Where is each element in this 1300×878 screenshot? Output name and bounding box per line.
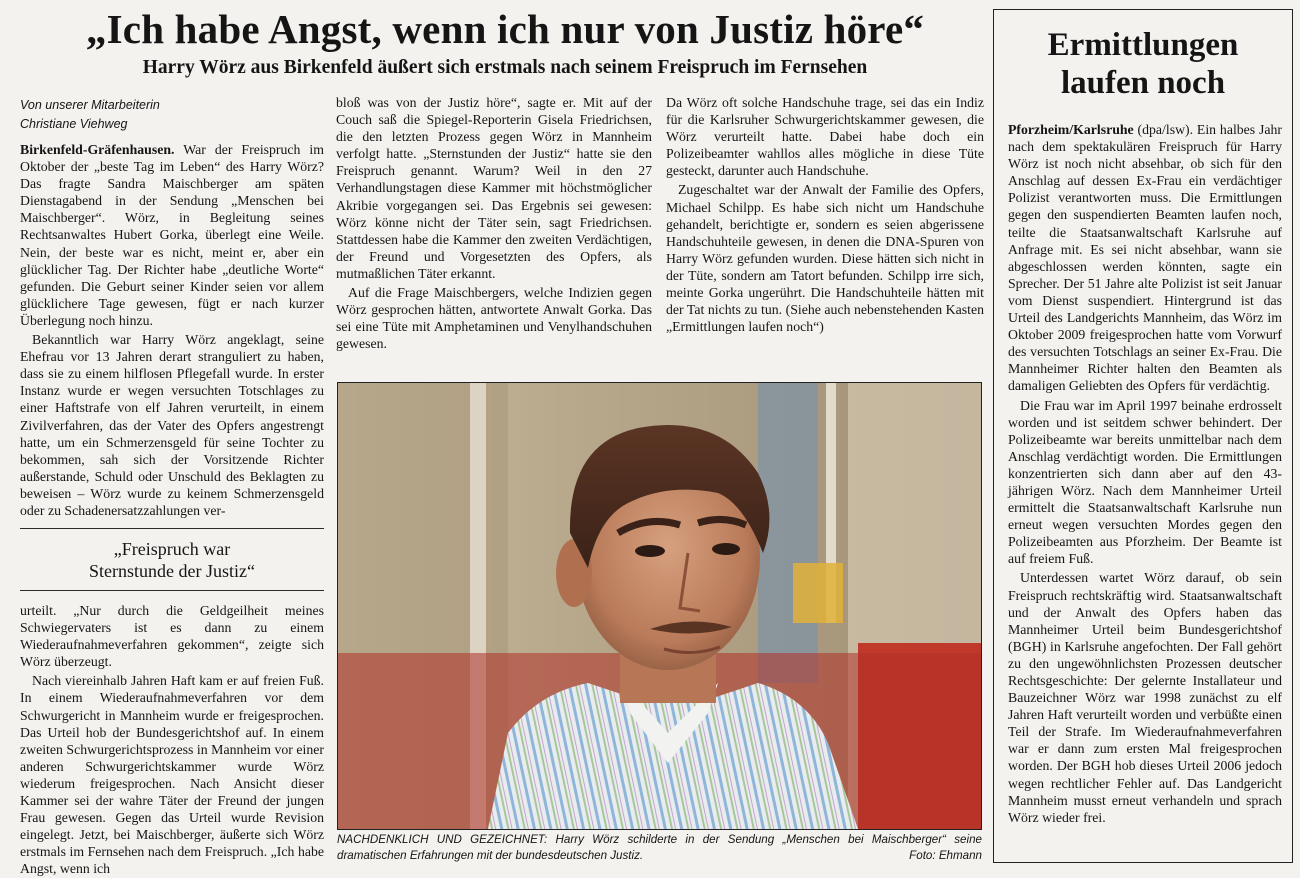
paragraph: Bekanntlich war Harry Wörz angeklagt, seine Ehefrau vor 13 Jahren derart stranguliert zu haben, dass sie zu einem hilflosen Pflegefall wurde. In erster Instanz wurde er wegen versuchten Totschlages zu einer Haftstrafe von elf Jahren verurteilt, in einem Zivilverfahren, das der Vater des Opfers angestrengt hatte, um ein Schmerzensgeld für seine Tochter zu bekommen, sah sich der Vorsitzende Richter außerstande, Schuld oder Unschuld des Beklagten zu beweisen – Wörz wurde zu keinem Schmerzensgeld oder zu Schadenersatzzahlungen ver- (20, 332, 324, 518)
sidebar-text (1008, 121, 1282, 826)
article-column-2 (336, 94, 652, 352)
pull-quote (20, 538, 324, 582)
article-column-1 (20, 141, 324, 519)
pull-quote-line-2: Sternstunde der Justiz“ (89, 561, 255, 581)
sidebar-title-line-1: Ermittlungen (1047, 27, 1239, 63)
portrait-photo-illustration (338, 383, 981, 829)
photo-credit: Foto: Ehmann (909, 849, 982, 862)
paragraph: urteilt. „Nur durch die Geldgeilheit meines Schwiegervaters ist es dann zu einem Wiederaufnahmeverfahren gekommen“, zeigte sich Wörz überzeugt. (20, 603, 324, 670)
subheadline: Harry Wörz aus Birkenfeld äußert sich erstmals nach seinem Freispruch im Fernsehen (142, 57, 868, 78)
paragraph: Birkenfeld-Gräfenhausen. War der Freispruch im Oktober der „beste Tag im Leben“ des Harry Wörz? Das fragte Sandra Maischberger am späten Dienstagabend in der Sendung „Menschen bei Maischberger“. Wörz, in Begleitung seines Rechtsanwaltes Hubert Gorka, überlegt eine Weile. Nein, der beste war es nicht, meint er, aber ein glücklicher Tag. Der Richter habe „deutliche Worte“ gefunden. Die Geburt seiner Kinder seien vor allem glücklichere Tage gewesen, fügt er nach kurzer Überlegung noch hinzu. (20, 142, 324, 328)
article-column-3 (666, 94, 984, 335)
quote-box-rule-bottom (20, 590, 324, 591)
paragraph: Pforzheim/Karlsruhe (dpa/lsw). Ein halbes Jahr nach dem spektakulären Freispruch für Harry Wörz ist noch nicht absehbar, ob sich für den Anschlag auf dessen Ex-Frau ein verdächtiger Polizist verantworten muss. Die Ermittlungen gegen den suspendierten Beamten laufen noch, teilte die Staatsanwaltschaft Karlsruhe auf Anfrage mit. Es sei nicht absehbar, wann sie abgeschlossen werden könnten, sagte ein Sprecher. Der 51 Jahre alte Polizist ist seit Januar vom Dienst suspendiert. Hintergrund ist das Urteil des Landgerichts Mannheim, das Wörz im Oktober 2009 freigesprochen hatte vom Vorwurf des versuchten Totschlags an seiner Ex-Frau. Die Mannheimer Richter halten den Beamten als damaligen Geliebten des Opfers für verdächtig. (1008, 122, 1282, 394)
headline: „Ich habe Angst, wenn ich nur von Justiz höre“ (85, 6, 925, 52)
photo-caption (337, 832, 982, 864)
paragraph: Die Frau war im April 1997 beinahe erdrosselt worden und ist seitdem schwer behindert. Der Polizeibeamte war bereits unmittelbar nach dem Anschlag verdächtigt worden. Die Ermittlungen konzentrierten sich dann aber auf den 43-jährigen Wörz. Nach dem Mannheimer Urteil ermittelt die Staatsanwaltschaft Karlsruhe nun erneut wegen versuchten Mordes gegen den Polizeibeamten aus Pforzheim. Der Beamte ist auf freiem Fuß. (1008, 397, 1282, 567)
byline (20, 96, 320, 134)
sidebar-title-line-2: laufen noch (1060, 65, 1226, 101)
paragraph: Unterdessen wartet Wörz darauf, ob sein Freispruch rechtskräftig wird. Staatsanwaltschaft und der Anwalt des Opfers haben das Mannheimer Urteil beim Bundesgerichtshof (BGH) in Karlsruhe angefochten. Der Fall gehört zu den ungewöhnlichsten Prozessen deutscher Rechtsgeschichte: Der gelernte Installateur und Bauzeichner Wörz war 1998 zunächst zu elf Jahren Haft verurteilt worden und verbüßte einen Teil der Strafe. Im Wiederaufnahmeverfahren war er dann zum ersten Mal freigesprochen worden. Der BGH hob dieses Urteil 2006 jedoch wegen rechtlicher Fehler auf. Das Landgericht Mannheim musst erneut verhandeln und sprach Wörz wieder frei. (1008, 570, 1282, 825)
quote-box-rule-top (20, 528, 324, 529)
portrait-photo (337, 382, 982, 830)
photo-caption-lead: NACHDENKLICH UND GEZEICHNET: (337, 833, 548, 846)
pull-quote-line-1: „Freispruch war (113, 539, 231, 559)
byline-author: Christiane Viehweg (20, 117, 128, 131)
paragraph: bloß was von der Justiz höre“, sagte er. Mit auf der Couch saß die Spiegel-Reporterin Gisela Friedrichsen, die den letzten Prozess gegen Wörz in Mannheim verfolgt hatte. „Sternstunden der Justiz“ hatte sie den Freispruch genannt. Warum? Weil in den 27 Verhandlungstagen diese Kammer mit höchstmöglicher Akribie vorgegangen sei. Das Ergebnis sei gewesen: Wörz könne nicht der Täter sein, sagt Friedrichsen. Stattdessen habe die Kammer den zweiten Verdächtigen, der Freund und Vorgesetzten des Opfers, als mutmaßlichen Täter erkannt. (336, 95, 652, 281)
photo-caption-text: Harry Wörz schilderte in der Sendung „Menschen bei Maischberger“ seine dramatischen Erfahrungen mit der bundesdeutschen Justiz. (337, 833, 982, 862)
paragraph: Zugeschaltet war der Anwalt der Familie des Opfers, Michael Schilpp. Es habe sich nicht um Handschuhe gehandelt, berichtigte er, sondern es seien abgerissene Handschuhteile gewesen, in denen die DNA-Spuren von Harry Wörz gefunden wurden. Diese hätten sich nicht in der Tüte, sondern am Tatort befunden. Schilpp irre sich, meinte Gorka ungerührt. Die Handschuhteile hätten mit der Tat nichts zu tun. (Siehe auch nebenstehenden Kasten „Ermittlungen laufen noch“) (666, 182, 984, 335)
byline-line-1: Von unserer Mitarbeiterin (20, 98, 160, 112)
sidebar-title (994, 26, 1292, 102)
paragraph: Da Wörz oft solche Handschuhe trage, sei das ein Indiz für die Karlsruher Schwurgerichtskammer gewesen, die Wörz verurteilt hatte. Dabei habe doch ein Polizeibeamter wahllos alles mögliche in diese Tüte gesteckt, darunter auch Handschuhe. (666, 95, 984, 179)
paragraph: Nach viereinhalb Jahren Haft kam er auf freien Fuß. In einem Wiederaufnahmeverfahren vor dem Schwurgericht in Mannheim wurde er freigesprochen. Das Urteil hob der Bundesgerichtshof auf. In einem zweiten Schwurgerichtsprozess in Mannheim vor einer anderen Schwurgerichtskammer wurde Wörz wiederum freigesprochen. Nach Ansicht dieser Kammer sei der wahre Täter der Freund der jungen Frau gewesen. Gegen das Urteil wurde Revision eingelegt. Jetzt, bei Maischberger, äußerte sich Wörz erstmals im Fernsehen nach dem Freispruch. „Ich habe Angst, wenn ich (20, 673, 324, 877)
article-column-1-continued (20, 602, 324, 878)
paragraph: Auf die Frage Maischbergers, welche Indizien gegen Wörz gesprochen hätten, antwortete Anwalt Gorka. Das sei eine Tüte mit Amphetaminen und Venylhandschuhen gewesen. (336, 285, 652, 352)
